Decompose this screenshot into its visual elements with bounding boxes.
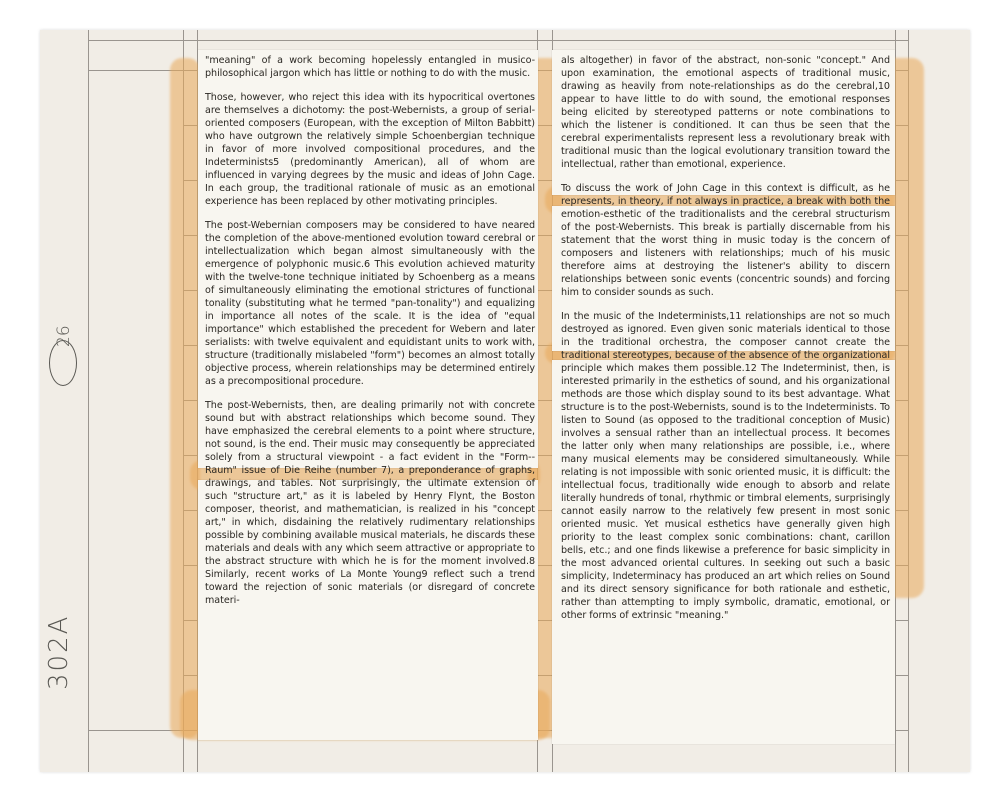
paragraph: "meaning" of a work becoming hopelessly entangled in musico-philosophical jargon which has little or nothing to do with the music. xyxy=(205,55,535,79)
paragraph: The post-Webernists, then, are dealing primarily not with concrete sound but with abstract relationships which become sound. They have emphasized the cerebral elements to a point where structure, not sound, is the end. Their music may consequently be appreciated solely from a structural viewpoint - a fact evident in the "Form--Raum" issue of Die Reihe (number 7), a preponderance of graphs, drawings, and tables. Not surprisingly, the ultimate extension of such "structure art," as it is labeled by Henry Flynt, the Boston composer, theorist, and mathematician, is realized in his "concept art," in which, disdaining the relatively rudimentary relationships possible by combining available musical materials, he discards these materials and deals with any which seem attractive or appropriate to the abstract structure with which he is for the moment involved.8 Similarly, recent works of La Monte Young9 reflect such a trend toward the rejection of sonic materials (or disregard of concrete materi- xyxy=(205,400,535,606)
right-column-text xyxy=(561,54,890,633)
paragraph: In the music of the Indeterminists,11 relationships are not so much destroyed as ignored. Even given sonic materials identical to those in the traditional orchestra, the composer cannot create the traditional stereotypes, because of the absence of the organizational principle which makes them possible.12 The Indeterminist, then, is interested primarily in the esthetics of sound, and his organizational methods are those which display sound to its best advantage. What structure is to the post-Webernists, sound is to the Indeterminists. To listen to Sound (as opposed to the traditional conception of Music) involves a sensual rather than an intellectual process. It becomes the latter only when many relationships are possible, i.e., where many musical elements may be considered simultaneously. While relating is not impossible with sonic oriented music, it is difficult: the intellectual focus, traditionally wide enough to absorb and relate literally hundreds of tonal, rhythmic or timbral elements, surprisingly cannot easily narrow to the relatively few present in most sonic oriented music. Yet musical esthetics have generally given high priority to the least complex sonic combinations: chant, carillon bells, etc.; and one finds likewise a preference for basic simplicity in the most advanced oriental cultures. In seeking out such a basic simplicity, Indeterminacy has produced an art which relies on Sound and its direct sensory significance for both rationale and esthetic, rather than attempting to imply symbolic, dramatic, emotional, or other forms of extrinsic "meaning." xyxy=(561,311,890,621)
left-column-text xyxy=(205,54,535,618)
paragraph: als altogether) in favor of the abstract, non-sonic "concept." And upon examination, the emotional aspects of traditional music, drawing as heavily from note-relationships as do the cerebral,10 appear to have little to do with sound, the emotional responses being elicited by stereotyped patterns or note combinations to which the listener is conditioned. It can thus be seen that the cerebral experimentalists represent less a revolutionary break with traditional music than the logical evolutionary transition toward the intellectual, rather than emotional, experience. xyxy=(561,55,890,170)
glue-stain xyxy=(170,58,200,738)
grid-line xyxy=(88,30,89,772)
page-number: 26 xyxy=(54,325,74,347)
paragraph: Those, however, who reject this idea with its hypocritical overtones are themselves a dichotomy: the post-Webernists, a group of serial-oriented composers (European, with the exception of Milton Babbitt) who have outgrown the relatively simple Schoenbergian technique in favor of more involved compositional procedures, and the Indeterminists5 (predominantly American), all of whom are influenced in varying degrees by the music and ideas of John Cage. In each group, the traditional rationale of music as an emotional experience has been replaced by other motivating principles. xyxy=(205,92,535,207)
paragraph: The post-Webernian composers may be considered to have neared the completion of the above-mentioned evolution toward cerebral or intellectualization which began almost simultaneously with the emergence of polyphonic music.6 This evolution achieved maturity with the twelve-tone technique initiated by Schoenberg as a means of simultaneously eliminating the emotional strictures of functional tonality (substituting what he termed "pan-tonality") and equalizing in importance all notes of the scale. It is the idea of "equal importance" which established the precedent for Webern and later serialists: with twelve equivalent and equidistant units to work with, structure (traditionally mislabeled "form") becomes an almost totally objective process, wherein relationships may be determined entirely as a precompositional procedure. xyxy=(205,220,535,387)
grid-line xyxy=(88,40,908,41)
paragraph: To discuss the work of John Cage in this context is difficult, as he represents, in theory, if not always in practice, a break with both the emotion-esthetic of the traditionalists and the cerebral structurism of the post-Webernists. This break is partially discernable from his statement that the worst thing in music today is the concern of composers and listeners with relationships; much of his music therefore aims at destroying the listener's ability to discern relationships between sonic events (concentric sounds) and forcing him to consider sounds as such. xyxy=(561,183,890,298)
catalog-code: 302A xyxy=(44,614,74,690)
